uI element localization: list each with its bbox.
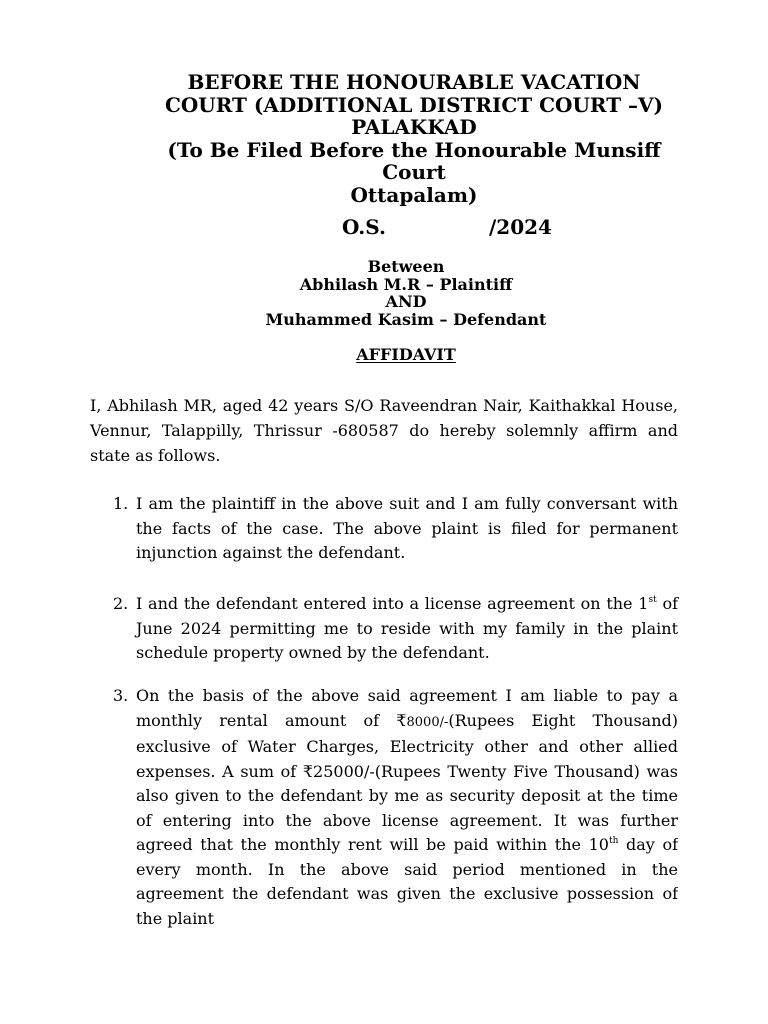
heading-line: (To Be Filed Before the Honourable Munsiff: [167, 137, 661, 162]
paragraph-number: 3.: [113, 686, 129, 705]
paragraph-text-part: I and the defendant entered into a license agreement on the 1: [136, 594, 649, 613]
paragraph-text-part: of June 2024 permitting me to reside with my family in the plaint schedule property owned by the defendant.: [136, 594, 678, 662]
paragraph-text: I am the plaintiff in the above suit and I am fully conversant with the facts of the case. The above plaint is filed for permanent injunction against the defendant.: [136, 494, 678, 562]
defendant-name: Muhammed Kasim – Defendant: [265, 309, 547, 329]
heading-line: Court: [382, 160, 446, 184]
affidavit-title: AFFIDAVIT: [356, 345, 456, 364]
paragraph-text: [136, 684, 678, 931]
paragraph-text-part: (Rupees Eight Thousand) exclusive of Water Charges, Electricity other and other allied expenses. A sum of ₹25000/-(Rupees Twenty Five Thousand) was also given to the defendant by me as security deposit at the time of entering into the above license agreement. It was further agreed that the monthly rent will be paid within the 10: [136, 710, 678, 854]
heading-line: PALAKKAD: [351, 115, 477, 139]
court-heading: [60, 71, 768, 206]
paragraph-text-part: On the basis of the above said agreement I am liable to pay a monthly rental amount of ₹: [136, 686, 678, 730]
intro-paragraph: I, Abhilash MR, aged 42 years S/O Raveendran Nair, Kaithakkal House, Vennur, Talappilly, Thrissur -680587 do hereby solemnly affirm and state as follows.: [90, 396, 678, 465]
paragraph-text-part: day of every month. In the above said period mentioned in the agreement the defendant was given the exclusive possession of the plaint: [136, 835, 678, 928]
document-title: [0, 345, 768, 365]
heading-line: Ottapalam): [350, 182, 478, 207]
heading-line: BEFORE THE HONOURABLE VACATION: [187, 70, 641, 94]
numbered-paragraph: [90, 592, 678, 666]
case-prefix: O.S.: [342, 215, 386, 239]
paragraph-number: 2.: [113, 594, 129, 613]
paragraph-number: 1.: [113, 494, 129, 513]
heading-line: COURT (ADDITIONAL DISTRICT COURT –V): [164, 92, 664, 117]
numbered-paragraph: [90, 684, 678, 934]
ordinal-suffix: th: [608, 836, 619, 846]
case-year: /2024: [489, 215, 552, 239]
plaintiff-name: Abhilash M.R – Plaintiff: [299, 274, 513, 294]
rent-amount: 8000/-: [406, 714, 449, 730]
paragraph-text: [136, 592, 678, 666]
between-label: Between: [367, 257, 445, 276]
numbered-paragraph: [90, 492, 678, 566]
ordinal-suffix: st: [648, 595, 657, 605]
and-label: AND: [385, 292, 427, 311]
parties-block: [0, 258, 768, 328]
